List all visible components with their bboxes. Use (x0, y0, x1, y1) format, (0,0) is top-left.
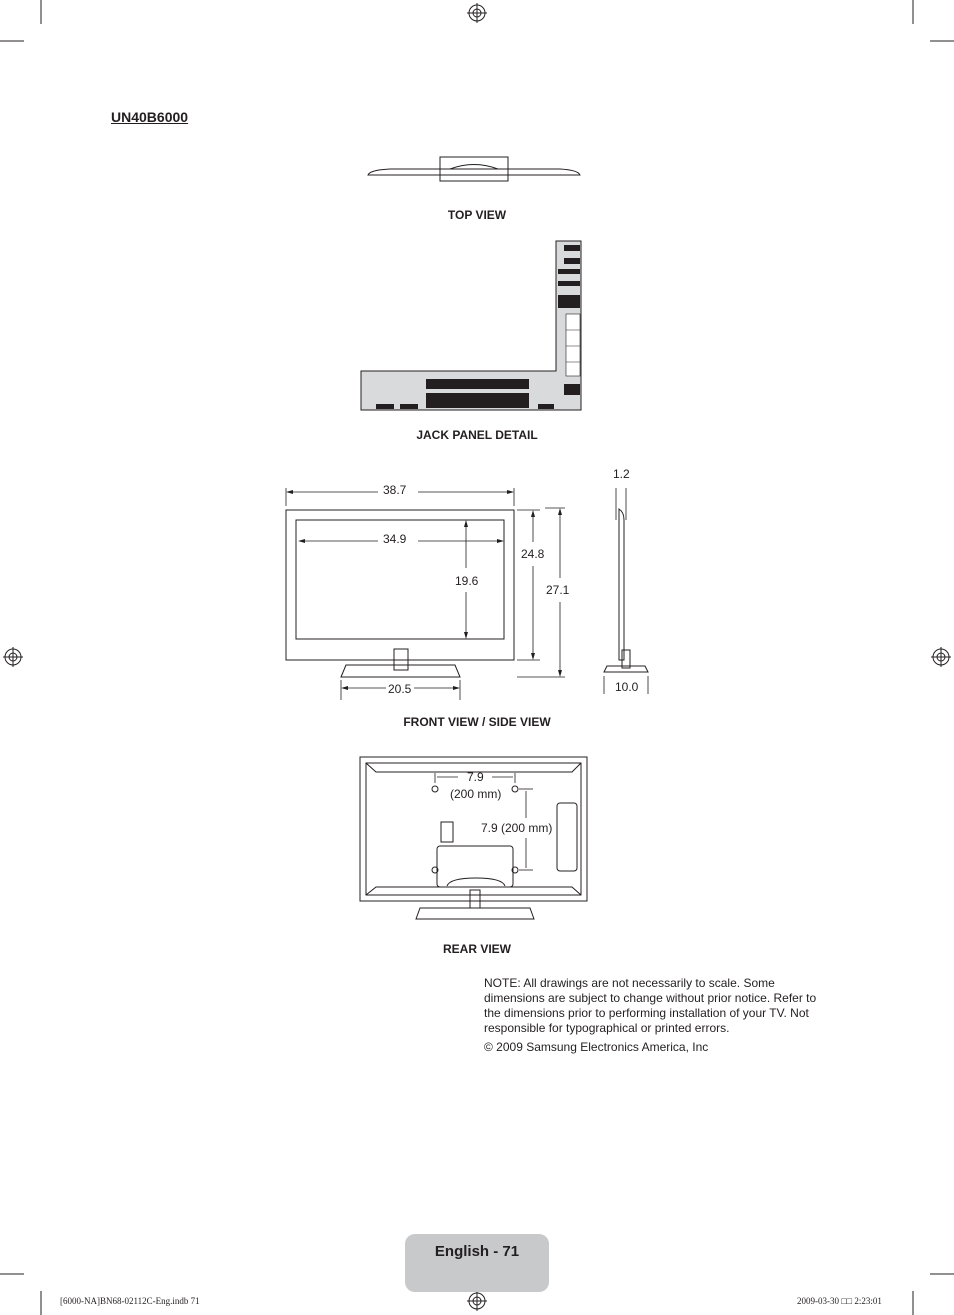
jack-panel-caption: JACK PANEL DETAIL (416, 428, 538, 442)
dim-vesa-v: 7.9 (200 mm) (481, 821, 553, 835)
slug-left: [6000-NA]BN68-02112C-Eng.indb 71 (60, 1296, 200, 1306)
dim-screen-height: 19.6 (455, 574, 479, 588)
dim-stand-width: 20.5 (388, 682, 412, 696)
front-side-caption: FRONT VIEW / SIDE VIEW (403, 715, 551, 729)
rear-view-caption: REAR VIEW (442, 942, 511, 956)
note-text: NOTE: All drawings are not necessarily to scale. Some dimensions are subject to change without prior notice. Refer to the dimensions prior to performing installation of your TV. Not responsible for typographical or printed errors. (484, 976, 817, 1035)
dim-stand-depth: 10.0 (615, 680, 639, 694)
dim-overall-height: 27.1 (546, 583, 570, 597)
dim-overall-width: 38.7 (383, 483, 407, 497)
dim-panel-height: 24.8 (521, 547, 545, 561)
copyright-text: © 2009 Samsung Electronics America, Inc (484, 1040, 709, 1054)
dim-vesa-h-mm: (200 mm) (450, 787, 502, 801)
dim-screen-width: 34.9 (383, 532, 407, 546)
top-view-caption: TOP VIEW (447, 208, 507, 222)
dim-panel-depth: 1.2 (613, 467, 630, 481)
slug-right: 2009-03-30 □□ 2:23:01 (797, 1296, 882, 1306)
page-number-tab (405, 1234, 549, 1292)
dim-vesa-h: 7.9 (467, 770, 484, 784)
model-heading: UN40B6000 (111, 109, 189, 125)
page-number: English - 71 (434, 1243, 520, 1260)
